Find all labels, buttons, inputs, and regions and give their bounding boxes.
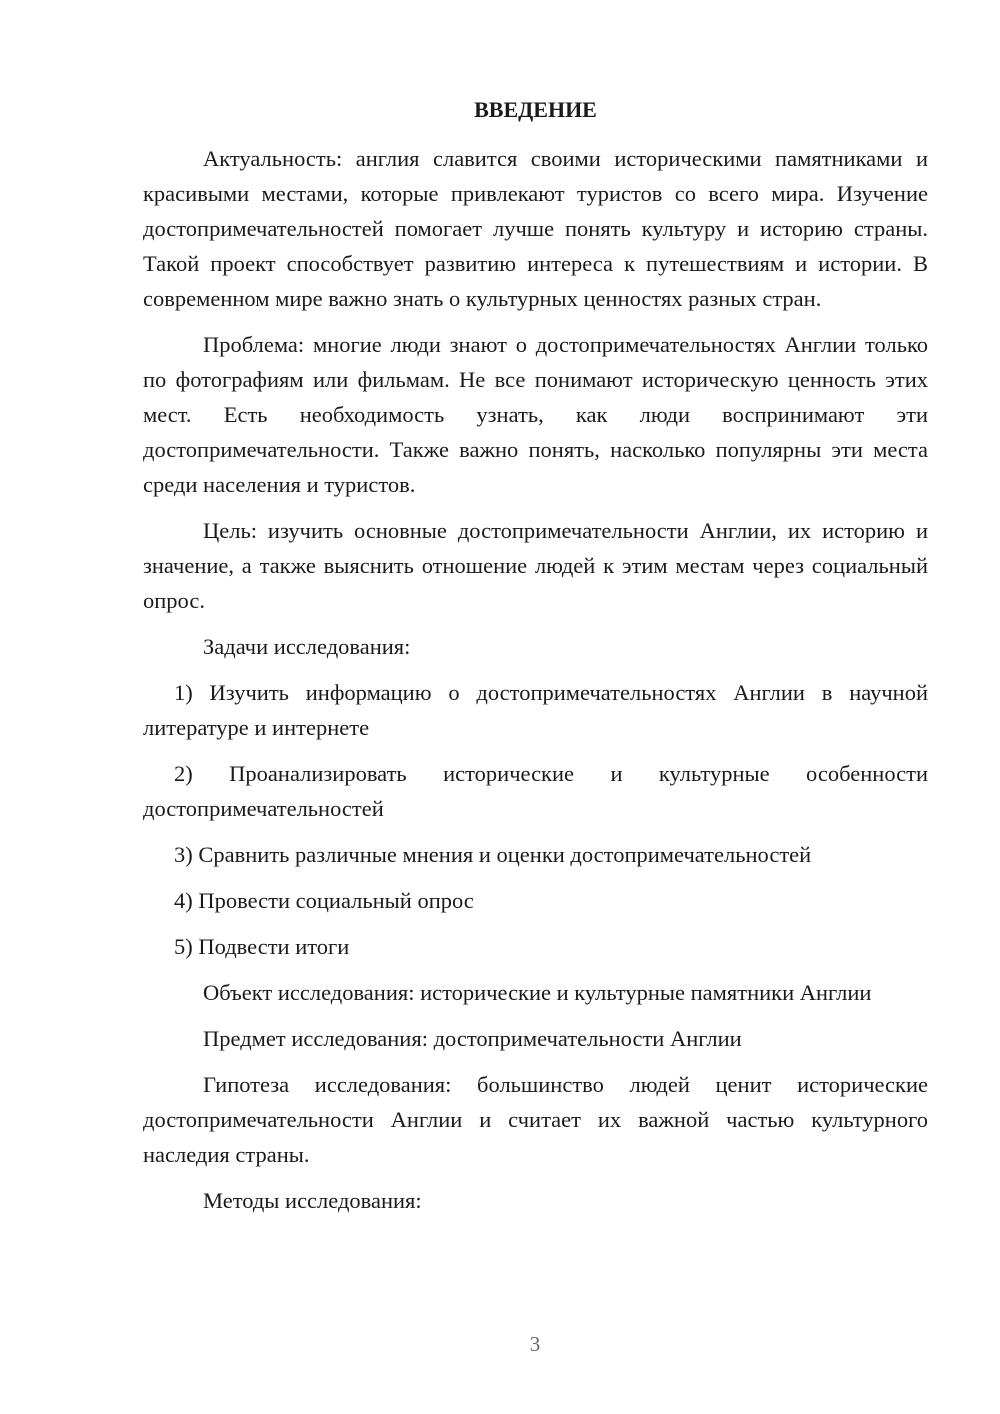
task-item-3: 3) Сравнить различные мнения и оценки достопримечательностей xyxy=(174,842,812,867)
paragraph-goal: Цель: изучить основные достопримечательности Англии, их историю и значение, а также выяснить отношение людей к этим местам через социальный опрос. xyxy=(143,518,928,613)
document-page xyxy=(143,95,928,1229)
paragraph-relevance: Актуальность: англия славится своими историческими памятниками и красивыми местами, которые привлекают туристов со всего мира. Изучение достопримечательностей помогает лучше понять культуру и историю страны. Такой проект способствует развитию интереса к путешествиям и истории. В современном мире важно знать о культурных ценностях разных стран. xyxy=(143,146,928,311)
page-number: 3 xyxy=(529,1332,541,1356)
paragraph-methods-heading: Методы исследования: xyxy=(203,1188,422,1213)
paragraph-hypothesis: Гипотеза исследования: большинство людей ценит исторические достопримечательности Англии и считает их важной частью культурного наследия страны. xyxy=(143,1072,928,1167)
paragraph-subject: Предмет исследования: достопримечательности Англии xyxy=(203,1026,742,1051)
task-item-4: 4) Провести социальный опрос xyxy=(174,888,474,913)
task-item-5: 5) Подвести итоги xyxy=(174,934,350,959)
task-item-1: 1) Изучить информацию о достопримечательностях Англии в научной литературе и интернете xyxy=(143,680,928,740)
paragraph-object: Объект исследования: исторические и культурные памятники Англии xyxy=(203,980,872,1005)
section-title: ВВЕДЕНИЕ xyxy=(474,97,597,122)
paragraph-tasks-heading: Задачи исследования: xyxy=(203,634,411,659)
paragraph-problem: Проблема: многие люди знают о достопримечательностях Англии только по фотографиям или фильмам. Не все понимают историческую ценность этих мест. Есть необходимость узнать, как люди воспринимают эти достопримечательности. Также важно понять, насколько популярны эти места среди населения и туристов. xyxy=(143,332,928,497)
task-item-2: 2) Проанализировать исторические и культурные особенности достопримечательностей xyxy=(143,761,928,821)
